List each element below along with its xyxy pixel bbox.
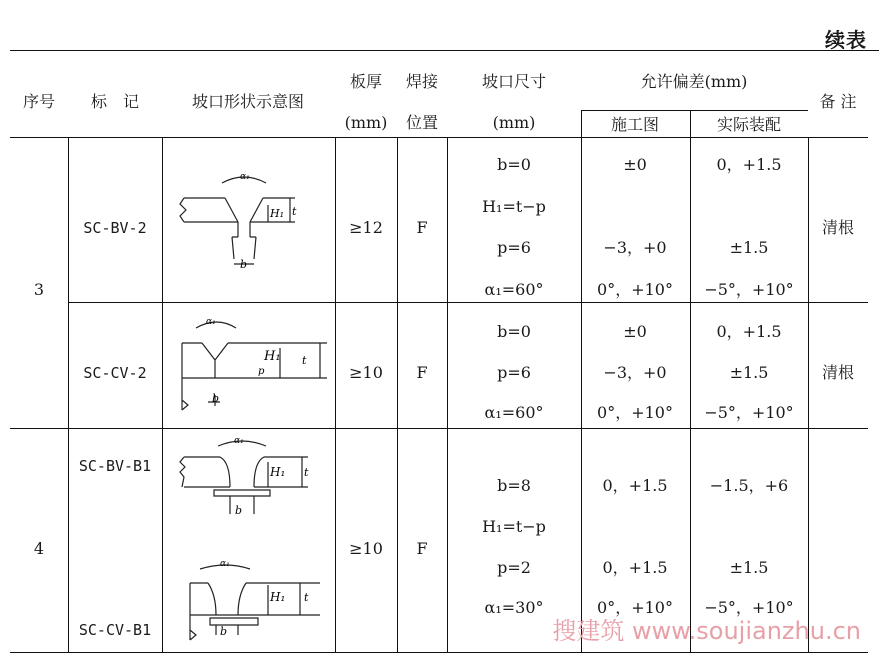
header-tol-actual: 实际装配 bbox=[716, 115, 782, 134]
label-t: t bbox=[304, 466, 309, 479]
header-weld-position: 位置 bbox=[405, 113, 439, 132]
row4-actual: −1.5，+6 bbox=[709, 476, 789, 495]
row1-dim: α₁=60° bbox=[484, 280, 544, 299]
col-line bbox=[68, 137, 69, 652]
row1-mark: SC-BV-2 bbox=[83, 219, 147, 237]
header-tolerance: 允许偏差(mm) bbox=[640, 72, 748, 91]
header-bottom-rule bbox=[10, 137, 868, 138]
row1-position: F bbox=[416, 218, 428, 237]
label-t: t bbox=[302, 354, 307, 367]
row4-dim: H₁=t−p bbox=[482, 517, 546, 536]
row1-dim: p=6 bbox=[497, 238, 531, 257]
row-rule-2 bbox=[10, 428, 868, 429]
row1-remark: 清根 bbox=[821, 218, 855, 237]
col-line bbox=[397, 137, 398, 652]
row4-mark-top: SC-BV-B1 bbox=[78, 457, 152, 475]
label-p: p bbox=[258, 366, 265, 377]
row2-dim: p=6 bbox=[497, 363, 531, 382]
row2-actual: 0，+1.5 bbox=[716, 322, 782, 341]
tolerance-sub-rule bbox=[581, 110, 808, 111]
row2-dim: b=0 bbox=[497, 322, 531, 341]
row1-drawing: 0°，+10° bbox=[597, 280, 673, 299]
label-b: b bbox=[235, 504, 243, 517]
col-line bbox=[581, 110, 582, 652]
row2-actual: ±1.5 bbox=[729, 363, 769, 382]
row1-drawing: ±0 bbox=[623, 155, 647, 174]
row4-mark-bottom: SC-CV-B1 bbox=[78, 621, 152, 639]
row4-thickness: ≥10 bbox=[349, 539, 383, 558]
row4-dim: α₁=30° bbox=[484, 598, 544, 617]
row1-drawing: −3，+0 bbox=[603, 238, 667, 257]
row4-actual: ±1.5 bbox=[729, 558, 769, 577]
row1-dim: b=0 bbox=[497, 155, 531, 174]
row2-drawing: ±0 bbox=[623, 322, 647, 341]
header-remark: 备 注 bbox=[819, 92, 857, 111]
row1-actual: ±1.5 bbox=[729, 238, 769, 257]
row1-thickness: ≥12 bbox=[349, 218, 383, 237]
header-thickness: 板厚 bbox=[349, 72, 383, 91]
label-alpha: α₁ bbox=[240, 172, 250, 182]
row-rule-1 bbox=[68, 302, 868, 303]
row1-actual: 0，+1.5 bbox=[716, 155, 782, 174]
row2-drawing: −3，+0 bbox=[603, 363, 667, 382]
col-line bbox=[335, 137, 336, 652]
row4-dim: p=2 bbox=[497, 558, 531, 577]
row4-seq: 4 bbox=[33, 539, 45, 558]
header-weld: 焊接 bbox=[405, 72, 439, 91]
col-line bbox=[162, 137, 163, 652]
label-h: H₁ bbox=[264, 349, 281, 364]
row1-actual: −5°，+10° bbox=[704, 280, 794, 299]
row2-remark: 清根 bbox=[821, 363, 855, 382]
row4-drawing: 0，+1.5 bbox=[602, 476, 668, 495]
header-groove: 坡口尺寸 bbox=[481, 72, 547, 91]
row4-dim: b=8 bbox=[497, 476, 531, 495]
col-line bbox=[808, 137, 809, 652]
row2-actual: −5°，+10° bbox=[704, 403, 794, 422]
label-t: t bbox=[304, 591, 309, 604]
row4-position: F bbox=[416, 539, 428, 558]
table-bottom-rule bbox=[10, 652, 868, 653]
label-alpha: α₁ bbox=[220, 559, 230, 569]
header-groove-unit: (mm) bbox=[492, 113, 536, 132]
table-title: 续表 bbox=[825, 28, 867, 52]
col-line bbox=[447, 137, 448, 652]
row4-drawing: 0，+1.5 bbox=[602, 558, 668, 577]
groove-diagram-sc-cv-2 bbox=[172, 310, 328, 418]
row4-drawing: 0°，+10° bbox=[597, 598, 673, 617]
header-tol-drawing: 施工图 bbox=[610, 115, 660, 134]
label-h: H₁ bbox=[270, 465, 286, 479]
row3-seq: 3 bbox=[33, 280, 45, 299]
header-thickness-unit: (mm) bbox=[344, 113, 388, 132]
label-b: b bbox=[220, 625, 228, 638]
groove-diagram-sc-bv-2 bbox=[170, 165, 328, 270]
label-b: b bbox=[240, 258, 248, 270]
row2-position: F bbox=[416, 363, 428, 382]
row4-actual: −5°，+10° bbox=[704, 598, 794, 617]
row2-mark: SC-CV-2 bbox=[83, 364, 147, 382]
label-h: H₁ bbox=[270, 207, 285, 220]
row2-drawing: 0°，+10° bbox=[597, 403, 673, 422]
label-b: b bbox=[212, 392, 220, 405]
row1-dim: H₁=t−p bbox=[482, 197, 546, 216]
row2-thickness: ≥10 bbox=[349, 363, 383, 382]
label-alpha: α₁ bbox=[234, 436, 244, 446]
groove-diagram-sc-cv-b1 bbox=[180, 555, 328, 645]
label-t: t bbox=[292, 205, 297, 218]
label-alpha: α₁ bbox=[206, 317, 216, 327]
label-h: H₁ bbox=[270, 590, 286, 604]
title-rule bbox=[10, 50, 879, 51]
header-diagram: 坡口形状示意图 bbox=[191, 92, 305, 111]
header-seq: 序号 bbox=[22, 92, 56, 111]
groove-diagram-sc-bv-b1 bbox=[178, 432, 328, 518]
watermark-text: 搜建筑 www.soujianzhu.cn bbox=[552, 617, 861, 645]
col-line bbox=[690, 110, 691, 652]
row2-dim: α₁=60° bbox=[484, 403, 544, 422]
header-mark: 标 记 bbox=[90, 92, 140, 111]
